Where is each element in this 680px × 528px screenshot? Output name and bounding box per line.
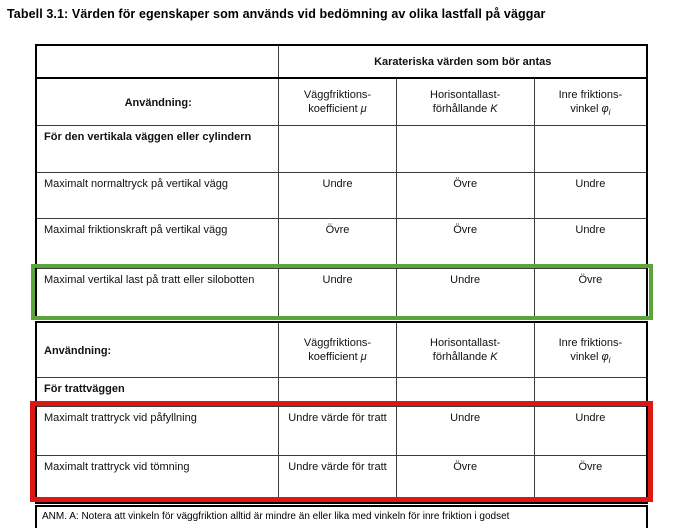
col-header-text: Inre friktions-vinkel $\varphi_i$ xyxy=(558,337,623,365)
column-header-row xyxy=(37,77,646,125)
group-header-row xyxy=(37,125,646,172)
value-cell: Övre xyxy=(278,219,395,268)
col-header-internal-friction xyxy=(534,323,646,377)
table-row-highlighted-red xyxy=(37,455,646,502)
table-caption: Tabell 3.1: Värden för egenskaper som används vid bedömning av olika lastfall på väggar xyxy=(7,7,546,21)
empty-cell xyxy=(396,378,534,406)
row-label-cell: Maximalt normaltryck på vertikal vägg xyxy=(44,178,229,190)
value-cell: Undre xyxy=(278,173,395,218)
value-cell: Övre xyxy=(396,219,534,268)
value-cell: Undre xyxy=(534,407,646,455)
empty-cell xyxy=(396,126,534,172)
row-label-cell: Maximal friktionskraft på vertikal vägg xyxy=(44,224,228,236)
table-row xyxy=(37,218,646,268)
group-label-cell: För den vertikala väggen eller cylindern xyxy=(44,131,252,143)
col-header-lateral-ratio xyxy=(396,323,534,377)
value-cell: Undre värde för tratt xyxy=(278,407,395,455)
value-cell: Undre xyxy=(278,269,395,316)
value-cell: Undre xyxy=(534,219,646,268)
row-label-cell: Maximalt trattryck vid påfyllning xyxy=(44,412,197,424)
value-cell: Övre xyxy=(396,173,534,218)
note-box xyxy=(35,505,648,528)
table-row xyxy=(37,172,646,218)
span-header-cell: Karateriska värden som bör antas xyxy=(278,46,646,77)
empty-cell xyxy=(278,126,395,172)
table-row-highlighted-red xyxy=(37,406,646,455)
col-header-lateral-ratio xyxy=(396,79,534,125)
group-label-cell: För trattväggen xyxy=(44,383,125,395)
empty-cell xyxy=(278,378,395,406)
empty-cell xyxy=(534,378,646,406)
value-cell: Undre xyxy=(396,269,534,316)
value-cell: Övre xyxy=(396,456,534,502)
table-row-highlighted-green xyxy=(37,268,646,316)
col-header-wall-friction xyxy=(278,323,395,377)
empty-cell xyxy=(534,126,646,172)
col-header-text: Väggfriktions-koefficient μ xyxy=(303,337,372,363)
row-label-cell: Maximal vertikal last på tratt eller silobotten xyxy=(44,274,255,286)
col-header-text: Väggfriktions-koefficient μ xyxy=(303,89,372,115)
note-text: ANM. A: Notera att vinkeln för väggfriktion alltid är mindre än eller lika med vinkeln för inre friktion i godset xyxy=(42,511,510,522)
table-row xyxy=(37,46,646,77)
col-header-wall-friction xyxy=(278,79,395,125)
col-header-text: Horisontallast-förhållande K xyxy=(430,337,501,363)
value-cell: Undre värde för tratt xyxy=(278,456,395,502)
value-cell: Undre xyxy=(534,173,646,218)
row-label-cell: Maximalt trattryck vid tömning xyxy=(44,461,190,473)
usage-header-cell: Användning: xyxy=(124,96,192,109)
empty-corner-cell xyxy=(37,46,278,77)
group-header-row xyxy=(37,377,646,406)
value-cell: Övre xyxy=(534,456,646,502)
column-header-row xyxy=(37,323,646,377)
col-header-text: Inre friktions-vinkel $\varphi_i$ xyxy=(558,89,623,117)
table-lower-section xyxy=(35,321,648,504)
col-header-text: Horisontallast-förhållande K xyxy=(430,89,501,115)
table-upper-section xyxy=(35,44,648,318)
col-header-internal-friction xyxy=(534,79,646,125)
value-cell: Undre xyxy=(396,407,534,455)
value-cell: Övre xyxy=(534,269,646,316)
usage-header-cell: Användning: xyxy=(44,344,112,357)
